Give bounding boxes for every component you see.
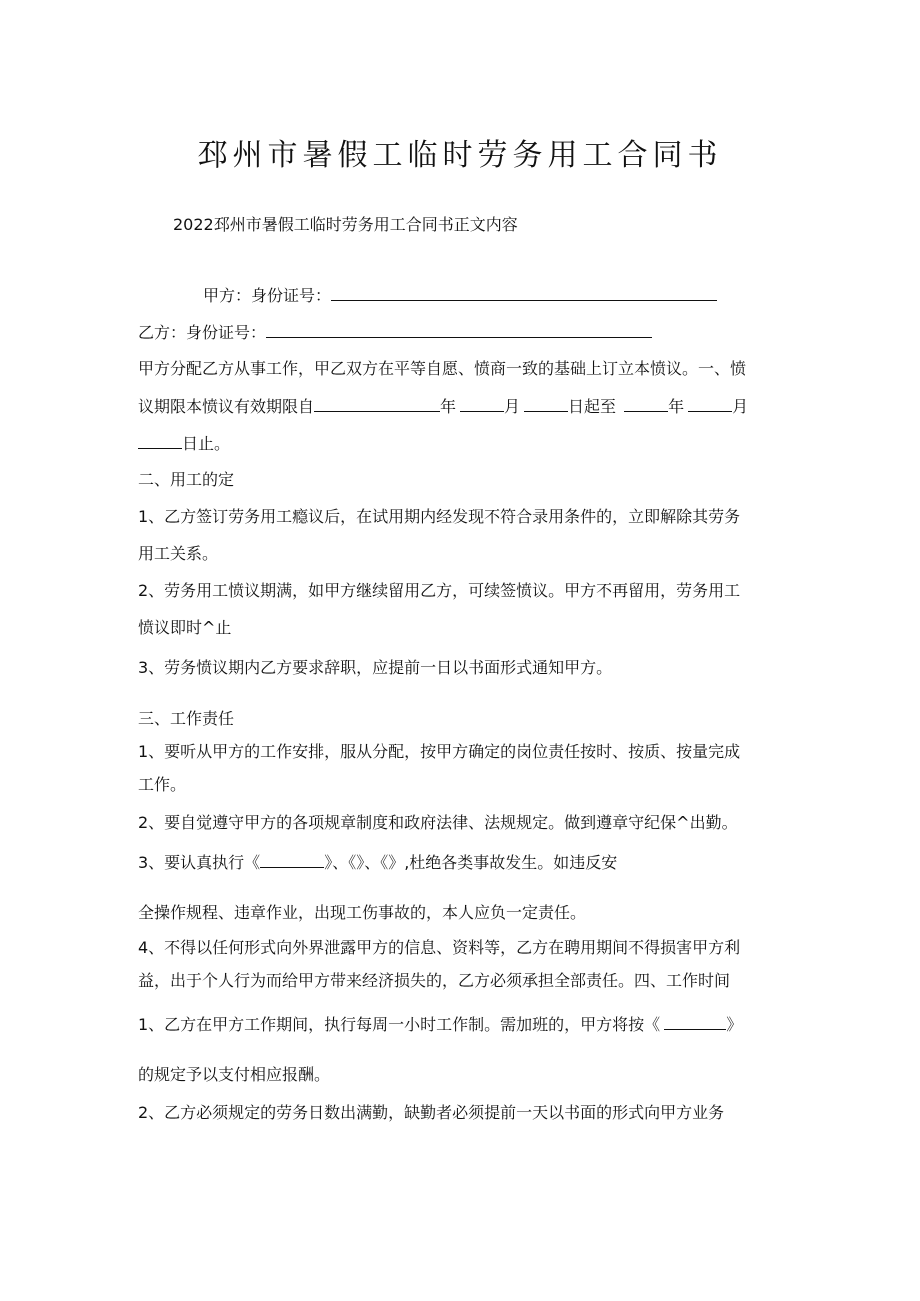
end-year-blank — [624, 395, 668, 412]
para-1-line-2 — [138, 395, 748, 418]
clause-2-3: 3、劳务愤议期内乙方要求辞职，应提前一日以书面形式通知甲方。 — [138, 658, 613, 677]
document-subtitle: 2022邳州市暑假工临时劳务用工合同书正文内容 — [173, 215, 518, 234]
party-b-label: 乙方：身份证号： — [138, 323, 267, 342]
section-2-heading: 二、用工的定 — [138, 470, 235, 489]
party-a-label: 甲方：身份证号： — [203, 286, 332, 305]
regulation-blank — [260, 851, 324, 868]
clause-2-1-line-1: 1、乙方签订劳务用工瘾议后，在试用期内经发现不符合录用条件的，立即解除其劳务 — [138, 507, 741, 526]
year-label-2: 年 — [668, 397, 685, 416]
end-day-label: 日止。 — [182, 434, 231, 453]
clause-3-1-line-2: 工作。 — [138, 775, 187, 794]
party-a-line — [203, 284, 717, 307]
clause-4-1-line-1 — [138, 1013, 742, 1036]
clause-3-3-line-1 — [138, 851, 617, 874]
para-1-line-3 — [138, 432, 230, 455]
document-title: 邳州市暑假工临时劳务用工合同书 — [197, 138, 723, 173]
day-blank — [524, 395, 568, 412]
month-label-2: 月 — [732, 397, 749, 416]
regulation-rest: 》、《》、《》,杜绝各类事故发生。如违反安 — [324, 853, 618, 872]
year-label: 年 — [440, 397, 457, 416]
clause-2-1-line-2: 用工关系。 — [138, 544, 219, 563]
party-b-line — [138, 321, 652, 344]
clause-3-3-line-2: 全操作规程、违章作业，出现工伤事故的，本人应负一定责任。 — [138, 903, 587, 922]
clause-3-1-line-1: 1、要听从甲方的工作安排，服从分配，按甲方确定的岗位责任按时、按质、按量完成 — [138, 742, 741, 761]
para-1-line-1: 甲方分配乙方从事工作，甲乙双方在平等自愿、愤商一致的基础上订立本愤议。一、愤 — [138, 359, 747, 378]
clause-4-1-line-2: 的规定予以支付相应报酬。 — [138, 1065, 331, 1084]
month-blank — [460, 395, 504, 412]
party-a-id-blank — [331, 284, 717, 301]
clause-3-2: 2、要自觉遵守甲方的各项规章制度和政府法律、法规规定。做到遵章守纪保^出勤。 — [138, 813, 738, 832]
month-label: 月 — [504, 397, 521, 416]
clause-2-2-line-1: 2、劳务用工愤议期满，如甲方继续留用乙方，可续签愤议。甲方不再留用，劳务用工 — [138, 581, 741, 600]
regulation-open: 3、要认真执行《 — [138, 853, 261, 872]
clause-3-4-line-2: 益，出于个人行为而给甲方带来经济损失的，乙方必须承担全部责任。四、工作时间 — [138, 971, 731, 990]
clause-2-2-line-2: 愤议即时^止 — [138, 618, 232, 637]
term-from-blank — [314, 395, 440, 412]
overtime-rule-close: 》 — [726, 1015, 743, 1034]
end-month-blank — [688, 395, 732, 412]
overtime-rule-open: 1、乙方在甲方工作期间，执行每周一小时工作制。需加班的，甲方将按《 — [138, 1015, 661, 1034]
section-3-heading: 三、工作责任 — [138, 709, 235, 728]
term-from-label: 议期限本愤议有效期限自 — [138, 397, 315, 416]
clause-4-2: 2、乙方必须规定的劳务日数出满勤，缺勤者必须提前一天以书面的形式向甲方业务 — [138, 1103, 725, 1122]
clause-3-4-line-1: 4、不得以任何形式向外界泄露甲方的信息、资料等，乙方在聘用期间不得损害甲方利 — [138, 938, 741, 957]
party-b-id-blank — [266, 321, 652, 338]
day-start-label: 日起至 — [568, 397, 617, 416]
end-day-blank — [138, 432, 182, 449]
overtime-rule-blank — [664, 1013, 726, 1030]
